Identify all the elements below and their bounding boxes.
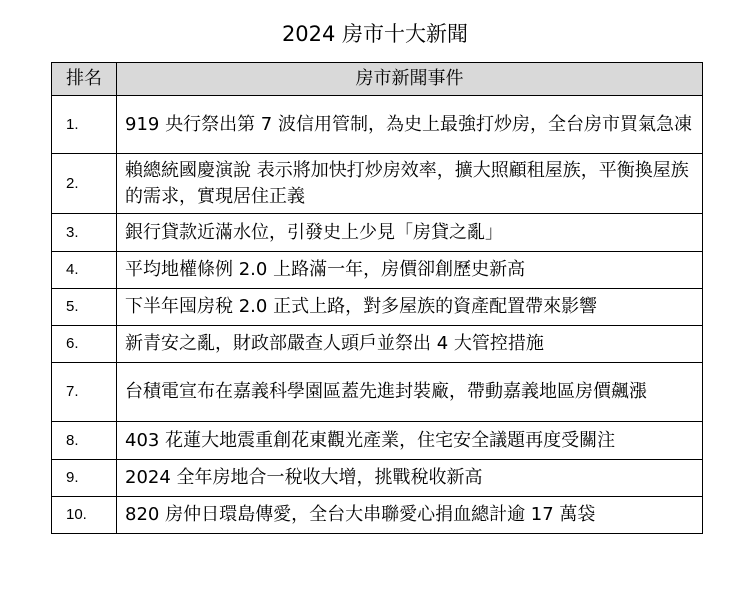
rank-cell: 8. xyxy=(52,422,117,460)
event-cell: 新青安之亂，財政部嚴查人頭戶並祭出 4 大管控措施 xyxy=(117,326,703,363)
event-cell: 賴總統國慶演說 表示將加快打炒房效率，擴大照顧租屋族，平衡換屋族的需求，實現居住正義 xyxy=(117,154,703,214)
rank-cell: 2. xyxy=(52,154,117,214)
rank-cell: 7. xyxy=(52,363,117,422)
table-row xyxy=(52,363,703,422)
table-row xyxy=(52,497,703,534)
page-title: 2024 房市十大新聞 xyxy=(281,22,469,46)
news-table xyxy=(51,62,703,534)
table-row xyxy=(52,289,703,326)
table-header-row xyxy=(52,63,703,96)
event-cell: 下半年囤房稅 2.0 正式上路，對多屋族的資產配置帶來影響 xyxy=(117,289,703,326)
rank-cell: 4. xyxy=(52,252,117,289)
header-event: 房市新聞事件 xyxy=(117,63,703,96)
table-row xyxy=(52,154,703,214)
rank-cell: 3. xyxy=(52,214,117,252)
header-rank: 排名 xyxy=(52,63,117,96)
table-row xyxy=(52,460,703,497)
rank-cell: 5. xyxy=(52,289,117,326)
table-row xyxy=(52,214,703,252)
table-row xyxy=(52,326,703,363)
rank-cell: 9. xyxy=(52,460,117,497)
table-row xyxy=(52,96,703,154)
event-cell: 平均地權條例 2.0 上路滿一年，房價卻創歷史新高 xyxy=(117,252,703,289)
rank-cell: 1. xyxy=(52,96,117,154)
event-cell: 銀行貸款近滿水位，引發史上少見「房貸之亂」 xyxy=(117,214,703,252)
event-cell: 403 花蓮大地震重創花東觀光產業，住宅安全議題再度受關注 xyxy=(117,422,703,460)
event-cell: 919 央行祭出第 7 波信用管制，為史上最強打炒房，全台房市買氣急凍 xyxy=(117,96,703,154)
table-row xyxy=(52,422,703,460)
event-cell: 2024 全年房地合一稅收大增，挑戰稅收新高 xyxy=(117,460,703,497)
table-row xyxy=(52,252,703,289)
event-cell: 820 房仲日環島傳愛，全台大串聯愛心捐血總計逾 17 萬袋 xyxy=(117,497,703,534)
rank-cell: 10. xyxy=(52,497,117,534)
event-cell: 台積電宣布在嘉義科學園區蓋先進封裝廠，帶動嘉義地區房價飆漲 xyxy=(117,363,703,422)
rank-cell: 6. xyxy=(52,326,117,363)
